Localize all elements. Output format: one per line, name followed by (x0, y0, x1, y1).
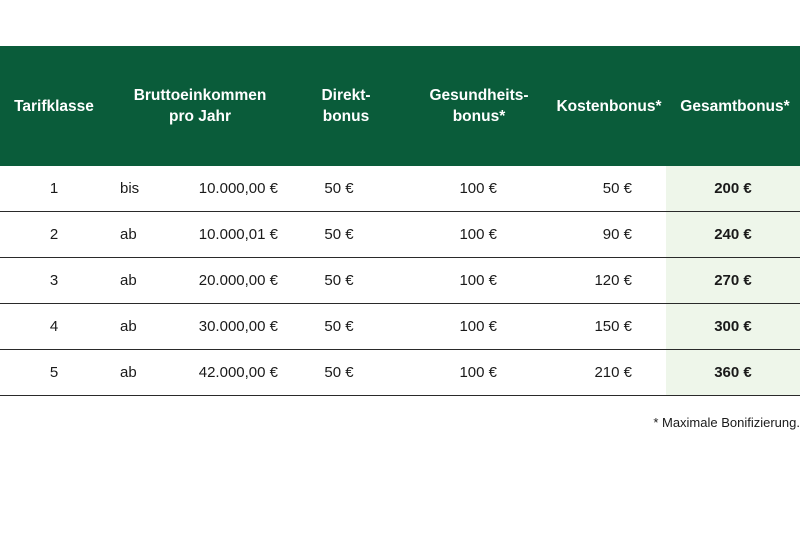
cell-income-amount: 10.000,01 € (198, 226, 278, 243)
cell-income-amount: 42.000,00 € (198, 364, 278, 381)
cell-income-prefix: ab (120, 318, 137, 335)
cell-gesundheitsbonus: 100 € (459, 180, 497, 197)
header-kostenbonus: Kostenbonus* (556, 97, 662, 115)
header-gesamtbonus: Gesamtbonus* (680, 97, 790, 115)
header-direktbonus: Direkt- bonus (321, 87, 371, 125)
cell-kostenbonus: 120 € (594, 272, 632, 289)
cell-tarifklasse: 5 (49, 364, 59, 381)
cell-direktbonus: 50 € (324, 180, 354, 197)
cell-income-prefix: ab (120, 226, 137, 243)
cell-tarifklasse: 2 (49, 226, 59, 243)
header-bruttoeinkommen: Bruttoeinkommen pro Jahr (133, 87, 267, 125)
cell-gesundheitsbonus: 100 € (459, 318, 497, 335)
cell-gesamtbonus: 300 € (666, 304, 800, 349)
cell-tarifklasse: 3 (49, 272, 59, 289)
cell-direktbonus: 50 € (324, 364, 354, 381)
cell-gesamtbonus: 270 € (666, 258, 800, 303)
cell-income-prefix: bis (120, 180, 140, 197)
cell-direktbonus: 50 € (324, 226, 354, 243)
bonus-table (0, 46, 800, 396)
cell-gesamtbonus: 240 € (666, 212, 800, 257)
table-row (0, 166, 800, 212)
cell-income-prefix: ab (120, 364, 137, 381)
table-row (0, 258, 800, 304)
cell-tarifklasse: 4 (49, 318, 59, 335)
table-row (0, 304, 800, 350)
cell-income-amount: 30.000,00 € (198, 318, 278, 335)
cell-kostenbonus: 210 € (594, 364, 632, 381)
table-row (0, 212, 800, 258)
cell-tarifklasse: 1 (49, 180, 59, 197)
cell-gesundheitsbonus: 100 € (459, 226, 497, 243)
cell-kostenbonus: 50 € (602, 180, 632, 197)
cell-gesamtbonus: 360 € (666, 350, 800, 395)
cell-direktbonus: 50 € (324, 272, 354, 289)
cell-direktbonus: 50 € (324, 318, 354, 335)
cell-gesundheitsbonus: 100 € (459, 364, 497, 381)
table-header (0, 46, 800, 166)
cell-kostenbonus: 150 € (594, 318, 632, 335)
cell-gesamtbonus: 200 € (666, 166, 800, 211)
cell-income-amount: 10.000,00 € (198, 180, 278, 197)
cell-gesundheitsbonus: 100 € (459, 272, 497, 289)
table-row (0, 350, 800, 396)
header-gesundheitsbonus: Gesundheits- bonus* (429, 87, 529, 125)
footnote: * Maximale Bonifizierung. (653, 415, 800, 430)
cell-income-prefix: ab (120, 272, 137, 289)
cell-income-amount: 20.000,00 € (198, 272, 278, 289)
header-tarifklasse: Tarifklasse (14, 97, 94, 115)
cell-kostenbonus: 90 € (602, 226, 632, 243)
